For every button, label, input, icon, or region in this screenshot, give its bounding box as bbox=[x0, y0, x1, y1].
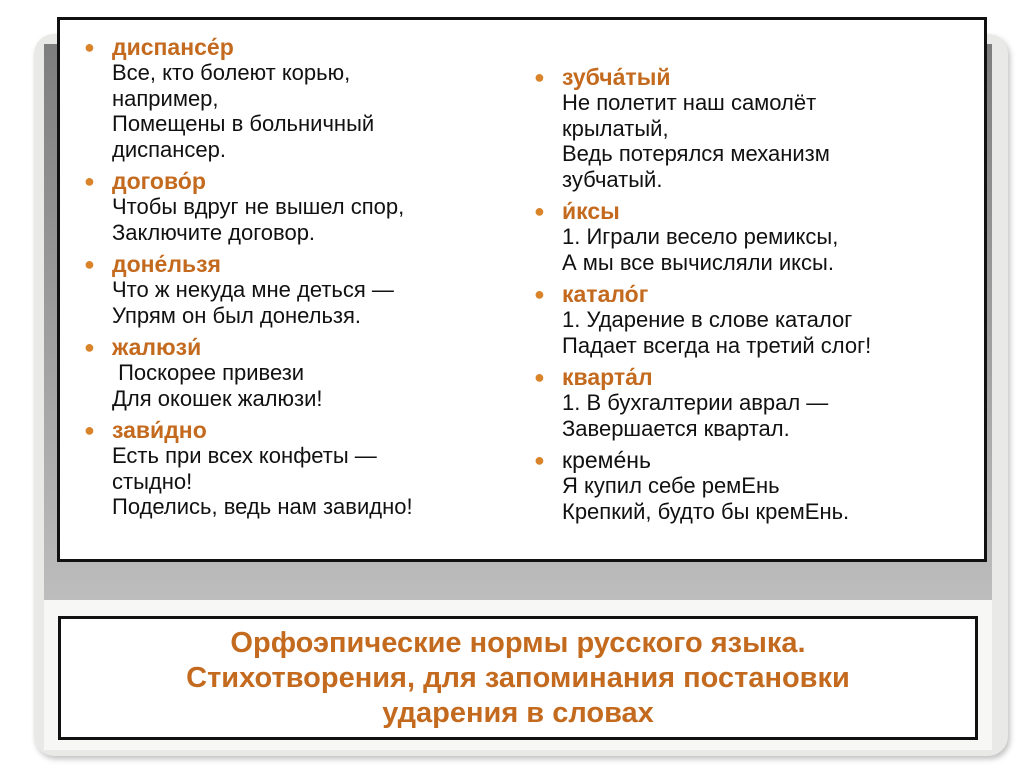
entry-word: диспансе́р bbox=[112, 34, 234, 60]
bullet-icon: ● bbox=[534, 67, 545, 87]
title-line: ударения в словах bbox=[382, 696, 654, 729]
bullet-icon: ● bbox=[534, 284, 545, 304]
poem-line: Есть при всех конфеты — bbox=[112, 443, 377, 468]
list-item bbox=[530, 198, 980, 275]
entry-word: катало́г bbox=[562, 281, 649, 307]
poem-line: А мы все вычисляли иксы. bbox=[562, 249, 834, 275]
list-item bbox=[530, 447, 980, 524]
list-item bbox=[80, 34, 510, 162]
title-line: Орфоэпические нормы русского языка. bbox=[230, 626, 806, 659]
bullet-icon: ● bbox=[534, 201, 545, 221]
poem-line: 1. Играли весело ремиксы, bbox=[562, 224, 839, 249]
poem-line: Чтобы вдруг не вышел спор, bbox=[112, 194, 405, 219]
list-item bbox=[80, 334, 510, 411]
poem-line: Завершается квартал. bbox=[562, 415, 790, 441]
poem-line: Упрям он был донельзя. bbox=[112, 302, 362, 328]
entry-word: зави́дно bbox=[112, 417, 207, 443]
entry-word: кварта́л bbox=[562, 364, 653, 390]
poem-line: Заключите договор. bbox=[112, 219, 316, 245]
bullet-icon: ● bbox=[534, 450, 545, 470]
poem-line: Ведь потерялся механизм bbox=[562, 141, 830, 166]
list-item bbox=[530, 281, 980, 358]
bullet-icon: ● bbox=[84, 337, 95, 357]
poem-line: 1. В бухгалтерии аврал — bbox=[562, 390, 829, 415]
list-item bbox=[80, 417, 510, 520]
list-item bbox=[530, 64, 980, 192]
entry-word: кремéнь bbox=[562, 447, 651, 473]
poem-line: стыдно! bbox=[112, 468, 193, 494]
poem-line: Не полетит наш самолёт bbox=[562, 90, 817, 115]
poem-line: Все, кто болеют корью, bbox=[112, 60, 351, 85]
list-item bbox=[530, 364, 980, 441]
poem-line: Поскорее привези bbox=[112, 360, 305, 385]
poem-line: Падает всегда на третий слог! bbox=[562, 332, 872, 358]
entry-word: доне́льзя bbox=[112, 251, 221, 277]
entry-word: жалюзи́ bbox=[112, 334, 202, 360]
poems-box bbox=[57, 17, 987, 562]
poem-line: Поделись, ведь нам завидно! bbox=[112, 494, 413, 519]
right-column bbox=[530, 64, 980, 530]
bullet-icon: ● bbox=[534, 367, 545, 387]
list-item bbox=[80, 251, 510, 328]
bullet-icon: ● bbox=[84, 171, 95, 191]
bullet-icon: ● bbox=[84, 420, 95, 440]
poem-line: Помещены в больничный bbox=[112, 111, 375, 136]
poem-line: например, bbox=[112, 85, 219, 111]
bullet-icon: ● bbox=[84, 254, 95, 274]
list-item bbox=[80, 168, 510, 245]
poem-line: диспансер. bbox=[112, 136, 227, 162]
poem-line: Что ж некуда мне деться — bbox=[112, 277, 394, 302]
title-line: Стихотворения, для запоминания постановки bbox=[186, 661, 850, 694]
poem-line: крылатый, bbox=[562, 115, 669, 141]
poem-line: Крепкий, будто бы кремЕнь. bbox=[562, 498, 850, 524]
poem-line: 1. Ударение в слове каталог bbox=[562, 307, 853, 332]
entry-word: догово́р bbox=[112, 168, 206, 194]
poem-line: Я купил себе ремЕнь bbox=[562, 473, 780, 498]
bullet-icon: ● bbox=[84, 37, 95, 57]
poem-line: Для окошек жалюзи! bbox=[112, 385, 323, 411]
entry-word: и́ксы bbox=[562, 198, 620, 224]
poem-line: зубчатый. bbox=[562, 166, 663, 192]
slide-title bbox=[58, 616, 978, 740]
entry-word: зубча́тый bbox=[562, 64, 671, 90]
left-column bbox=[80, 34, 510, 526]
